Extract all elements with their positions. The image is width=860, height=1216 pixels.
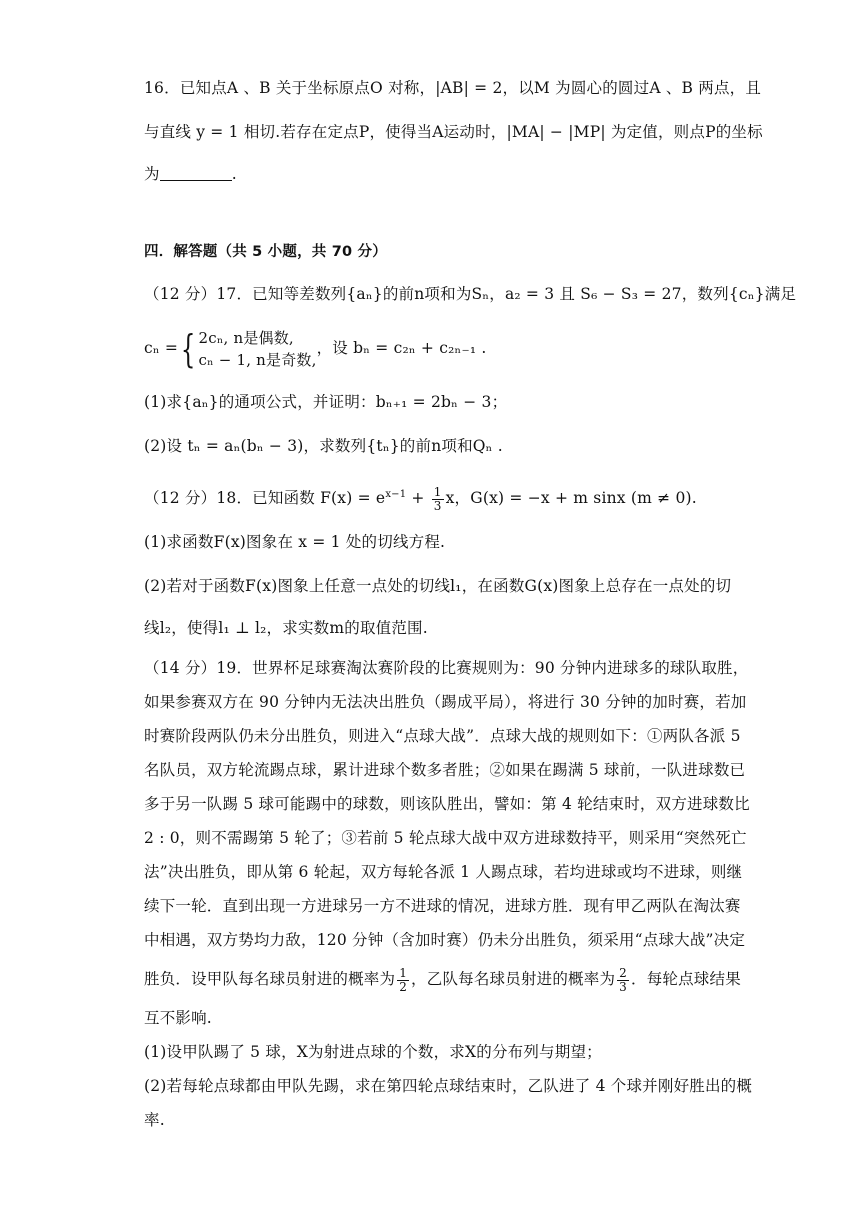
q19-prob-text-a: 胜负．设甲队每名球员射进的概率为 [144,970,396,988]
q17-case-odd: cₙ − 1, n是奇数, [198,351,317,369]
q19-p2-num: 2 [619,965,627,980]
q19-probability-line [144,962,741,996]
q19-part-2-line-1: (2)若每轮点球都由甲队先踢，求在第四轮点球结束时，乙队进了 4 个球并刚好胜出的概 [144,1077,753,1095]
q18-part-2-line-2: 线l₂，使得l₁ ⊥ l₂，求实数m的取值范围. [144,619,428,637]
q19-line-6: 2 : 0，则不需踢第 5 轮了；③若前 5 轮点球大战中双方进球数持平，则采用“突然死亡 [144,829,747,847]
q16-line-2: 与直线 y = 1 相切.若存在定点P，使得当A运动时，|MA| − |MP| 为定值，则点P的坐标 [144,123,763,141]
q19-line-independent: 互不影响. [144,1009,212,1027]
q18-part-1: (1)求函数F(x)图象在 x = 1 处的切线方程. [144,533,446,551]
q18-fraction [432,486,444,513]
q17-line-1: （12 分）17．已知等差数列{aₙ}的前n项和为Sₙ，a₂ = 3 且 S₆ − S₃ = 27，数列{cₙ}满足 [144,285,797,303]
q16-answer-suffix: . [231,165,237,183]
q19-part-2-line-2: 率. [144,1111,165,1129]
q19-p1-den: 2 [399,979,408,994]
q17-part-2: (2)设 tₙ = aₙ(bₙ − 3)，求数列{tₙ}的前n项和Qₙ . [144,437,503,455]
q19-prob-team-b [617,967,629,994]
q18-frac-num: 1 [433,484,442,499]
q19-line-4: 名队员，双方轮流踢点球，累计进球个数多者胜；②如果在踢满 5 球前，一队进球数已 [144,761,746,779]
q18-line-1 [144,478,697,515]
q19-line-7: 法”决出胜负，即从第 6 轮起，双方每轮各派 1 人踢点球，若均进球或均不进球，则继 [144,863,743,881]
q19-line-9: 中相遇，双方势均力敌，120 分钟（含加时赛）仍未分出胜负，须采用“点球大战”决定 [144,931,746,949]
q18-frac-den: 3 [433,498,442,513]
answer-blank [160,166,232,181]
q18-functions: x，G(x) = −x + m sinx (m ≠ 0). [445,489,697,507]
q19-prob-team-a [397,967,409,994]
q17-cases [199,327,317,371]
q19-prob-text-b: ，乙队每名球员射进的概率为 [411,970,616,988]
q18-exponent: x−1 [385,489,407,500]
q19-p2-den: 3 [619,979,627,994]
q18-intro: （12 分）18．已知函数 F(x) = e [144,489,386,507]
q16-answer-prefix: 为 [144,165,160,183]
q16-line-1: 16．已知点A 、B 关于坐标原点O 对称，|AB| = 2，以M 为圆心的圆过A 、B 两点，且 [144,79,762,97]
q18-plus: + [406,489,430,507]
q17-piecewise-lhs: cₙ = [144,339,179,357]
q19-prob-text-c: ．每轮点球结果 [631,970,741,988]
q17-piecewise [144,326,487,371]
q19-line-5: 多于另一队踢 5 球可能踢中的球数，则该队胜出，譬如：第 4 轮结束时，双方进球数比 [144,795,750,813]
section-heading: 四．解答题（共 5 小题，共 70 分） [144,244,387,260]
q17-part-1: (1)求{aₙ}的通项公式，并证明：bₙ₊₁ = 2bₙ − 3； [144,393,508,411]
q17-case-even: 2cₙ, n是偶数, [198,329,294,347]
q19-line-8: 续下一轮．直到出现一方进球另一方不进球的情况，进球方胜．现有甲乙两队在淘汰赛 [144,897,741,915]
q19-line-2: 如果参赛双方在 90 分钟内无法决出胜负（踢成平局），将进行 30 分钟的加时赛，若加 [144,693,747,711]
q19-line-3: 时赛阶段两队仍未分出胜负，则进入“点球大战”．点球大战的规则如下：①两队各派 5 [144,727,741,745]
left-brace-icon: { [180,327,196,371]
q16-line-3 [144,162,237,186]
q17-definition: ，设 bₙ = c₂ₙ + c₂ₙ₋₁ . [316,339,487,357]
q19-line-1: （14 分）19．世界杯足球赛淘汰赛阶段的比赛规则为：90 分钟内进球多的球队取胜， [144,659,749,677]
q18-part-2-line-1: (2)若对于函数F(x)图象上任意一点处的切线l₁，在函数G(x)图象上总存在一点处的切 [144,577,732,595]
q19-part-1: (1)设甲队踢了 5 球，X为射进点球的个数，求X的分布列与期望； [144,1043,602,1061]
q19-p1-num: 1 [399,965,408,980]
